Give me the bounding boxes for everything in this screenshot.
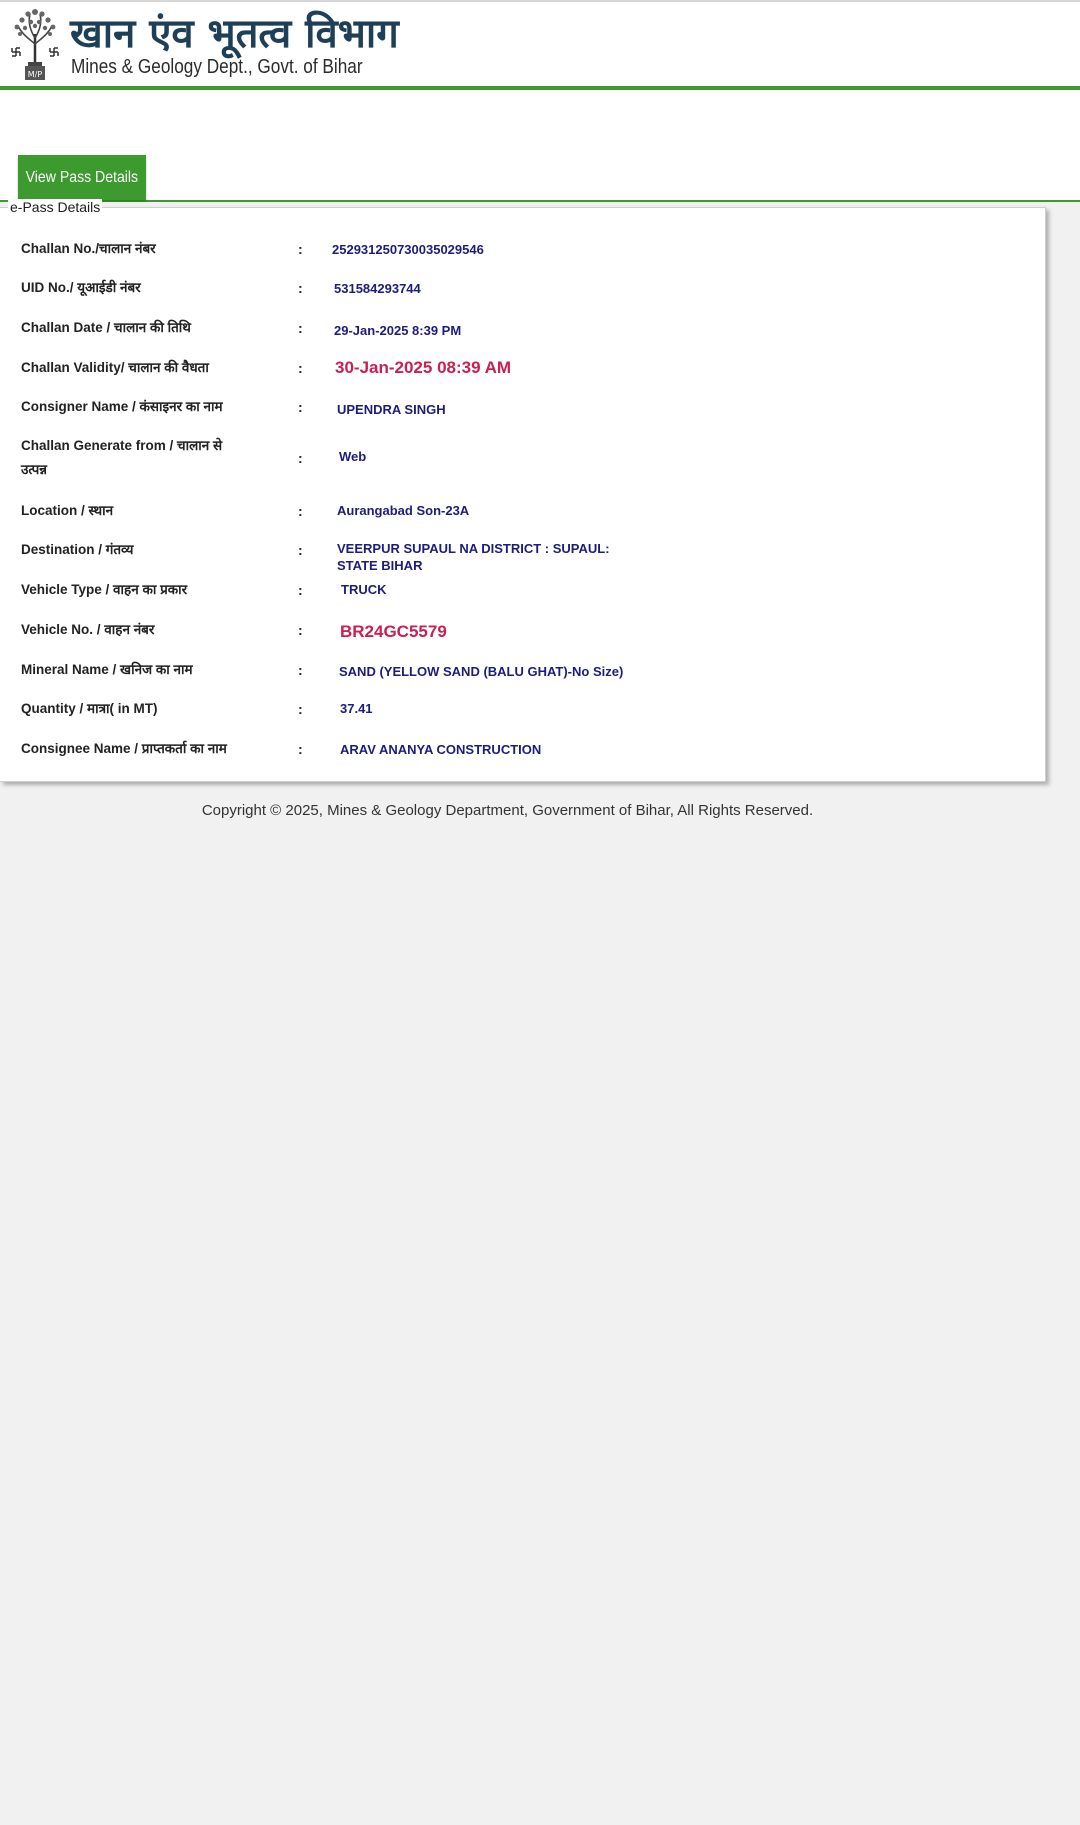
copyright-footer: Copyright © 2025, Mines & Geology Department, Government of Bihar, All Rights Reserved.	[201, 802, 814, 819]
vehicle-type-label: Vehicle Type / वाहन का प्रकार	[21, 582, 188, 597]
destination-label: Destination / गंतव्य	[21, 542, 134, 557]
consigner-name-value: UPENDRA SINGH	[337, 402, 446, 417]
mineral-name-label: Mineral Name / खनिज का नाम	[21, 662, 193, 677]
consignee-name-label: Consignee Name / प्राप्तकर्ता का नाम	[21, 741, 227, 756]
view-pass-details-button[interactable]: View Pass Details	[18, 155, 146, 200]
panel-legend: e-Pass Details	[10, 199, 101, 215]
location-label: Location / स्थान	[21, 503, 114, 518]
generated-from-label: Challan Generate from / चालान से उत्पन्न	[21, 438, 223, 477]
generated-from-value: Web	[339, 449, 367, 464]
site-header	[0, 0, 1080, 90]
vehicle-no-label: Vehicle No. / वाहन नंबर	[21, 622, 155, 637]
brand-title-english: Mines & Geology Dept., Govt. of Bihar	[71, 56, 363, 78]
row-separator: :	[298, 503, 303, 519]
location-value: Aurangabad Son-23A	[337, 503, 470, 518]
svg-text:M/P: M/P	[27, 70, 43, 79]
row-separator: :	[298, 280, 303, 296]
row-separator: :	[298, 662, 303, 678]
row-separator: :	[298, 542, 303, 558]
row-separator: :	[298, 320, 303, 336]
challan-validity-value: 30-Jan-2025 08:39 AM	[335, 358, 512, 377]
consignee-name-value: ARAV ANANYA CONSTRUCTION	[340, 742, 542, 757]
challan-date-label: Challan Date / चालान की तिथि	[21, 320, 191, 335]
consigner-name-label: Consigner Name / कंसाइनर का नाम	[21, 399, 223, 414]
challan-no-value: 252931250730035029546	[332, 242, 484, 257]
quantity-label: Quantity / मात्रा( in MT)	[21, 701, 158, 716]
challan-validity-label: Challan Validity/ चालान की वैधता	[21, 360, 209, 375]
row-separator: :	[298, 622, 303, 638]
row-separator: :	[298, 360, 303, 376]
vehicle-type-value: TRUCK	[341, 582, 387, 597]
row-separator: :	[298, 241, 303, 257]
uid-value: 531584293744	[334, 281, 421, 296]
challan-date-value: 29-Jan-2025 8:39 PM	[334, 323, 462, 338]
row-separator: :	[298, 399, 303, 415]
row-separator: :	[298, 701, 303, 717]
quantity-value: 37.41	[340, 701, 373, 716]
uid-label: UID No./ यूआईडी नंबर	[21, 280, 141, 295]
row-separator: :	[298, 582, 303, 598]
row-separator: :	[298, 450, 303, 466]
tab-bar	[0, 90, 1080, 202]
bihar-emblem-icon	[8, 4, 62, 84]
mineral-name-value: SAND (YELLOW SAND (BALU GHAT)-No Size)	[339, 664, 624, 679]
row-separator: :	[298, 741, 303, 757]
vehicle-no-value: BR24GC5579	[340, 622, 447, 641]
challan-no-label: Challan No./चालान नंबर	[21, 241, 156, 256]
brand-title-hindi: खान एंव भूतत्व विभाग	[70, 11, 399, 57]
destination-value: VEERPUR SUPAUL NA DISTRICT : SUPAUL: STATE BIHAR	[337, 541, 610, 573]
